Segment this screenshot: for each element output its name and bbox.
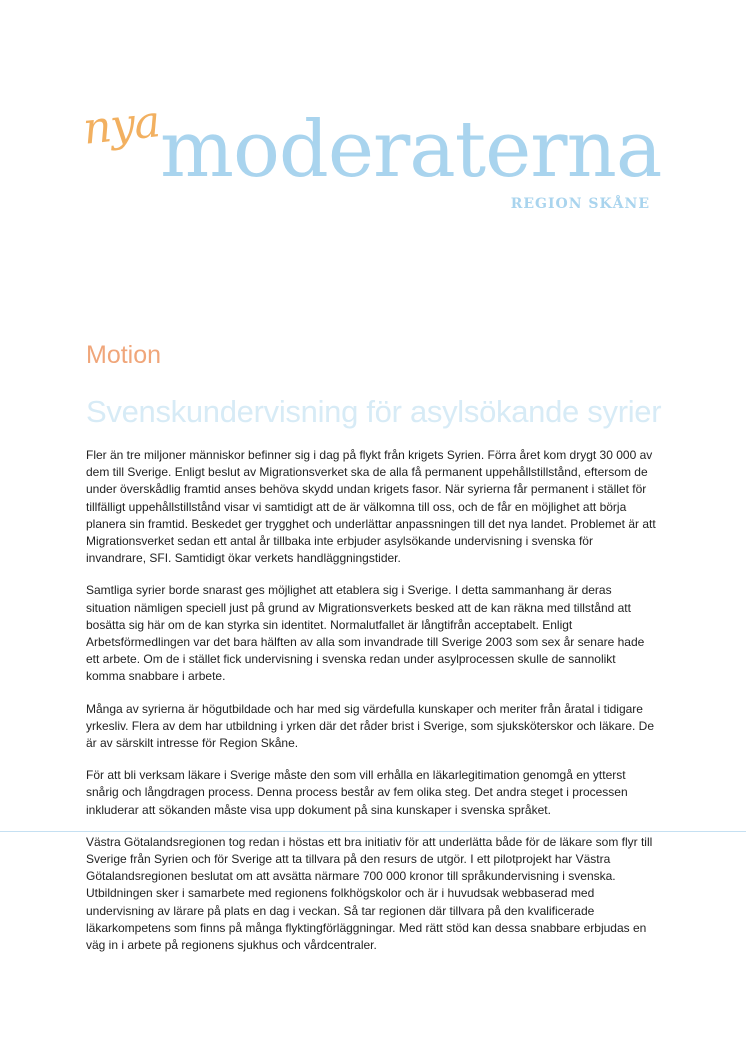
paragraph-5: Västra Götalandsregionen tog redan i höstas ett bra initiativ för att underlätta både för de läkare som flyr till Sverige från Syrien och för Sverige att ta tillvara på den resurs de utgör. I ett pilotprojekt har Västra Götalandsregionen beslutat om att avsätta närmare 700 000 kronor till språkundervisning i svenska. Utbildningen sker i samarbete med regionens folkhögskolor och är i huvudsak webbaserad med undervisning av lärare på plats en dag i veckan. Så tar regionen där tillvara på den kvalificerade läkarkompetens som finns på många flyktingförläggningar. Med rätt stöd kan dessa snabbare erbjudas en väg in i arbete på regionens sjukhus och vårdcentraler.	[86, 834, 653, 953]
paragraph-2: Samtliga syrier borde snarast ges möjlighet att etablera sig i Sverige. I detta sammanhang är deras situation nämligen speciell just på grund av Migrationsverkets besked att de kan räkna med tillstånd att bosätta sig här om de kan styrka sin identitet. Normalutfallet är långtifrån acceptabelt. Enligt Arbetsförmedlingen var det bara hälften av alla som invandrade till Sverige 2003 som sex år senare hade ett arbete. Om de i stället fick undervisning i svenska redan under asylprocessen skulle de sannolikt komma snabbare i arbete.	[86, 583, 645, 684]
logo-moderaterna-text: moderaterna	[160, 105, 662, 195]
document-heading: Motion	[86, 341, 162, 369]
document-body	[86, 447, 656, 969]
paragraph-4: För att bli verksam läkare i Sverige måste den som vill erhålla en läkarlegitimation genomgå en ytterst snårig och långdragen process. Denna process består av fem olika steg. Det andra steget i processen inkluderar att sökanden måste visa upp dokument på sina kunskaper i svenska språket.	[86, 768, 628, 817]
logo-nya-text: nya	[80, 96, 162, 155]
paragraph-1: Fler än tre miljoner människor befinner sig i dag på flykt från krigets Syrien. Förra året kom drygt 30 000 av dem till Sverige. Enligt beslut av Migrationsverket ska de alla få permanent uppehållstillstånd, eftersom de under överskådlig framtid anses behöva skydd undan krigets fasor. När syrierna får permanent i stället för tillfälligt uppehållstillstånd visar vi samtidigt att de är välkomna till oss, och de får en möjlighet att börja planera sin framtid. Beskedet ger trygghet och underlättar anpassningen till det nya landet. Problemet är att Migrationsverket sedan ett antal år tillbaka inte erbjuder asylsökande undervisning i svenska för invandrare, SFI. Samtidigt ökar verkets handläggningstider.	[86, 448, 656, 566]
document-subtitle: Svenskundervisning för asylsökande syrier	[86, 394, 662, 429]
paragraph-3: Många av syrierna är högutbildade och har med sig värdefulla kunskaper och meriter från åratal i tidigare yrkesliv. Flera av dem har utbildning i yrken där det råder brist i Sverige, som sjuksköterskor och läkare. De är av särskilt intresse för Region Skåne.	[86, 701, 655, 751]
scan-divider-line	[0, 831, 746, 832]
logo-region-text: REGION SKÅNE	[510, 196, 650, 212]
